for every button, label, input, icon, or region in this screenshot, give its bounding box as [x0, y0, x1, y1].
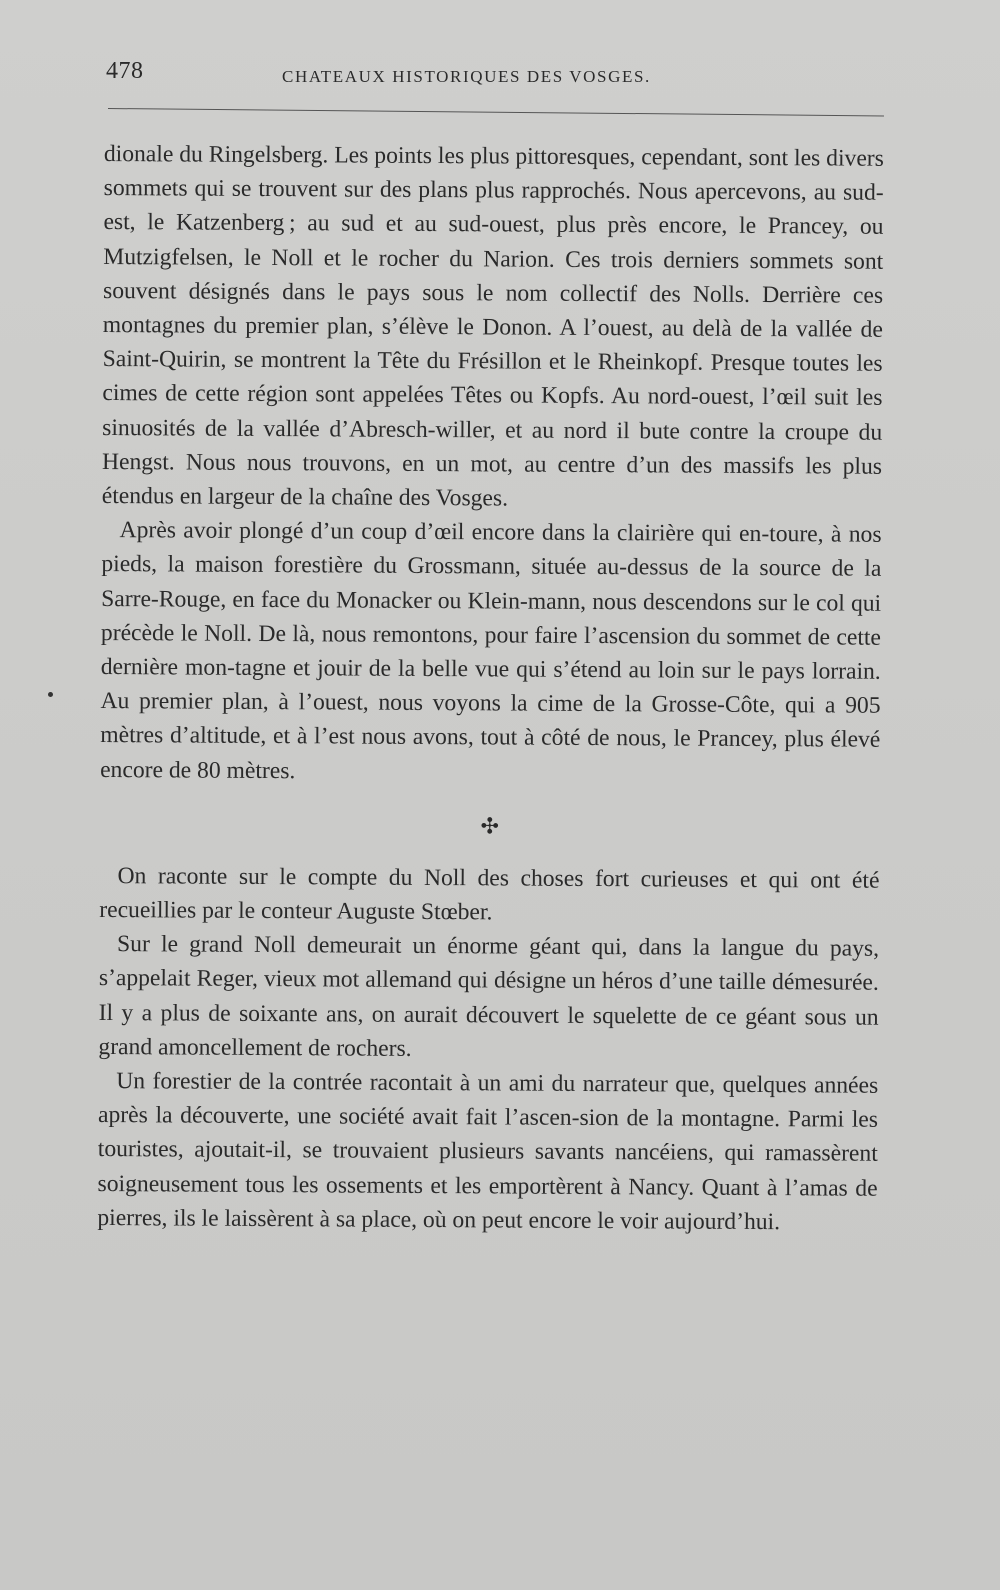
- margin-dot-mark: [48, 692, 53, 697]
- page-number: 478: [106, 58, 144, 84]
- running-title: CHATEAUX HISTORIQUES DES VOSGES.: [282, 67, 651, 86]
- paragraph-2: Après avoir plongé d’un coup d’œil encore dans la clairière qui en-toure, à nos pieds, la maison forestière du Grossmann, située au-dessus de la source de la Sarre-Rouge, en face du Monacker ou Klein-mann, nous descendons sur le col qui précède le Noll. De là, nous remontons, pour faire l’ascension du sommet de cette dernière mon-tagne et jouir de la belle vue qui s’étend au loin sur le pays lorrain. Au premier plan, à l’ouest, nous voyons la cime de la Grosse-Côte, qui a 905 mètres d’altitude, et à l’est nous avons, tout à côté de nous, le Prancey, plus élevé encore de 80 mètres.: [100, 517, 882, 784]
- body-text: [97, 137, 884, 1240]
- fleuron-ornament-icon: ✣: [480, 813, 500, 839]
- paragraph-3: On raconte sur le compte du Noll des choses fort curieuses et qui ont été recueillies par le conteur Auguste Stœber.: [99, 862, 880, 926]
- paragraph-1: dionale du Ringelsberg. Les points les plus pittoresques, cependant, sont les divers sommets qui se trouvent sur des plans plus rapprochés. Nous apercevons, au sud-est, le Katzenberg ; au sud et au sud-ouest, plus près encore, le Prancey, ou Mutzigfelsen, le Noll et le rocher du Narion. Ces trois derniers sommets sont souvent désignés dans le pays sous le nom collectif des Nolls. Derrière ces montagnes du premier plan, s’élève le Donon. A l’ouest, au delà de la vallée de Saint-Quirin, se montrent la Tête du Frésillon et le Rheinkopf. Presque toutes les cimes de cette région sont appelées Têtes ou Kopfs. Au nord-ouest, l’œil suit les sinuosités de la vallée d’Abresch-willer, et au nord il bute contre la croupe du Hengst. Nous nous trouvons, en un mot, au centre d’un des massifs les plus étendus en largeur de la chaîne des Vosges.: [101, 140, 884, 512]
- page-header: [106, 58, 886, 98]
- header-rule: [108, 108, 884, 116]
- paragraph-4: Sur le grand Noll demeurait un énorme géant qui, dans la langue du pays, s’appelait Reger, vieux mot allemand qui désigne un héros d’une taille démesurée. Il y a plus de soixante ans, on aurait découvert le squelette de ce géant sous un grand amoncellement de rochers.: [98, 931, 880, 1062]
- paragraph-5: Un forestier de la contrée racontait à un ami du narrateur que, quelques années après la découverte, une société avait fait l’ascen-sion de la montagne. Parmi les touristes, ajoutait-il, se trouvaient plusieurs savants nancéiens, qui ramassèrent soigneusement tous les ossements et les emportèrent à Nancy. Quant à l’amas de pierres, ils le laissèrent à sa place, où on peut encore le voir aujourd’hui.: [97, 1068, 879, 1236]
